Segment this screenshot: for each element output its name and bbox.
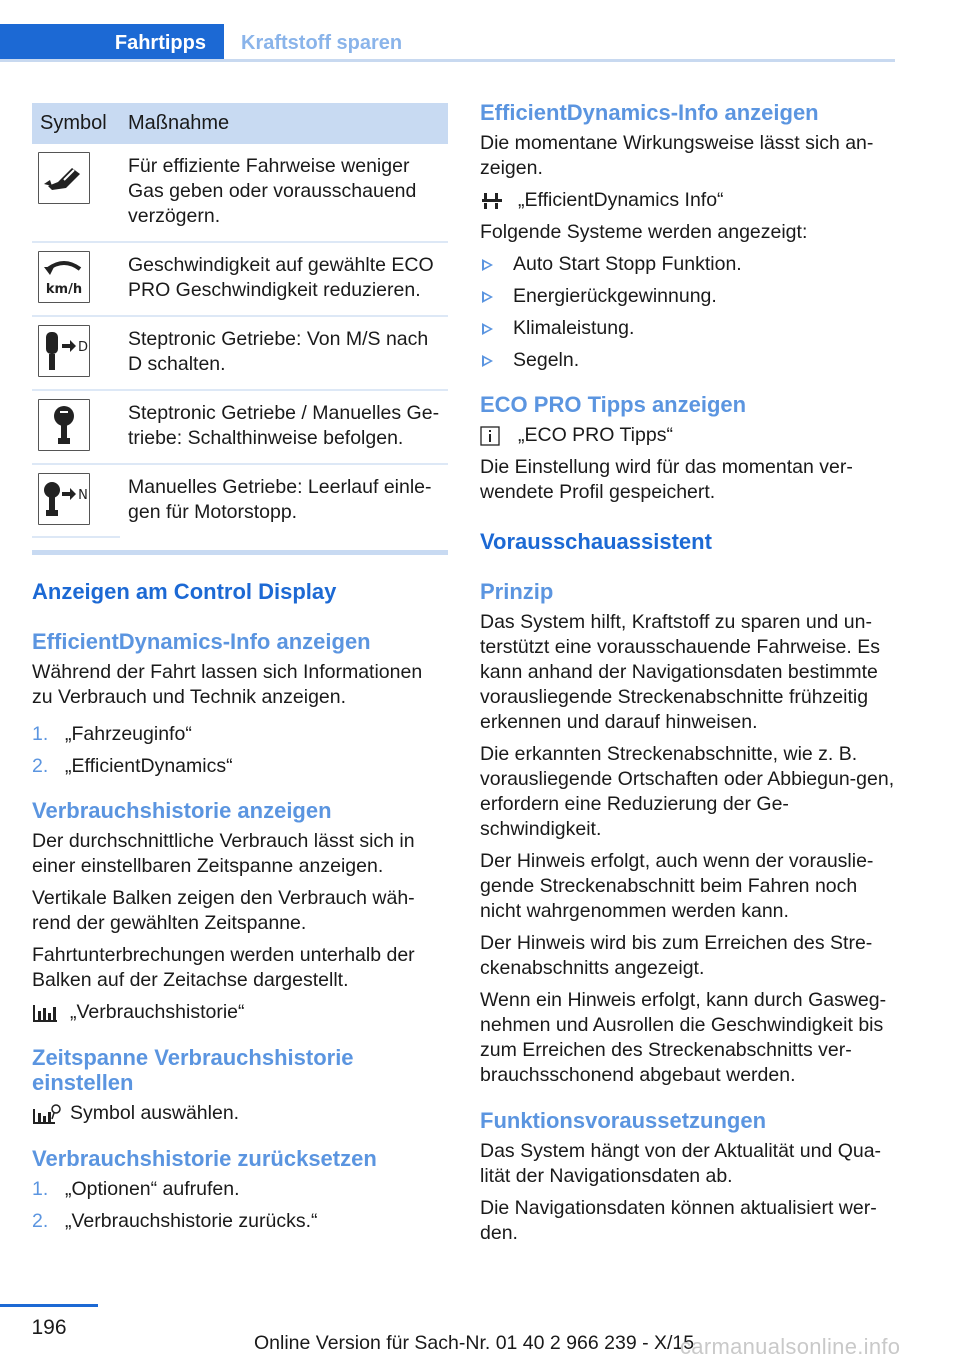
gear-lever-d-icon	[38, 325, 90, 377]
systems-list	[480, 252, 896, 373]
svg-text:D: D	[77, 340, 88, 355]
triangle-bullet-icon	[482, 355, 493, 367]
chapter-tab-fahrtipps: Fahrtipps	[0, 24, 224, 62]
header-divider	[0, 59, 895, 62]
heading-control-display: Anzeigen am Control Display	[32, 579, 337, 604]
table-row	[32, 242, 448, 316]
col-header-symbol: Symbol	[32, 103, 120, 144]
list-item: Auto Start Stopp Funktion.	[480, 252, 896, 277]
right-column	[480, 100, 896, 1246]
heading-principle: Prinzip	[480, 579, 554, 604]
page-number: 196	[31, 1316, 67, 1339]
menu-ed-info: „EfficientDynamics Info“	[480, 188, 896, 213]
paragraph-principle-1: Das System hilft, Kraftstoff zu sparen und un‐terstützt eine vorausschauende Fahrweise. Es kann anhand der Navigationsdaten bestimmte vorausliegende Streckenabschnitte frühzeitig erkennen und darauf hinweisen.	[480, 611, 880, 733]
watermark: carmanualsonline.info	[680, 1334, 901, 1359]
table-cell-measure: Steptronic Getriebe: Von M/S nach D schalten.	[120, 316, 448, 390]
heading-history: Verbrauchshistorie anzeigen	[32, 798, 332, 823]
heading-assistant: Vorausschauassistent	[480, 529, 712, 554]
list-item: 2. „Verbrauchshistorie zurücks.“	[32, 1210, 318, 1232]
svg-text:km/h: km/h	[45, 282, 83, 297]
paragraph-req-1: Das System hängt von der Aktualität und Qua‐lität der Navigationsdaten ab.	[480, 1140, 882, 1187]
triangle-bullet-icon	[482, 323, 493, 335]
heading-tips: ECO PRO Tipps anzeigen	[480, 392, 747, 417]
page-header	[0, 0, 960, 62]
table-row	[32, 144, 448, 242]
table-cell-measure: Steptronic Getriebe / Manuelles Ge‐triebe: Schalthinweise befolgen.	[120, 390, 448, 464]
table-cell-measure: Manuelles Getriebe: Leerlauf einle‐gen für Motorstopp.	[128, 476, 432, 523]
gas-pedal-icon	[38, 152, 90, 204]
section-tab-kraftstoff-sparen: Kraftstoff sparen	[241, 31, 403, 54]
paragraph-history-1: Der durchschnittliche Verbrauch lässt sich in einer einstellbaren Zeitspanne anzeigen.	[32, 830, 415, 877]
paragraph-principle-4: Der Hinweis wird bis zum Erreichen des Stre‐ckenabschnitts angezeigt.	[480, 932, 873, 979]
car-energy-icon	[480, 190, 510, 212]
bar-chart-icon	[32, 1002, 62, 1024]
list-item: 1. „Optionen“ aufrufen.	[32, 1178, 240, 1200]
paragraph-req-2: Die Navigationsdaten können aktualisiert wer‐den.	[480, 1197, 877, 1244]
paragraph-history-2: Vertikale Balken zeigen den Verbrauch wäh‐rend der gewählten Zeitspanne.	[32, 887, 415, 934]
speed-reduce-icon	[38, 251, 90, 303]
bar-chart-select-icon	[32, 1103, 62, 1125]
table-row	[32, 316, 448, 390]
table-row	[32, 390, 448, 464]
table-cell-measure: Geschwindigkeit auf gewählte ECO PRO Geschwindigkeit reduzieren.	[120, 242, 448, 316]
menu-tips: „ECO PRO Tipps“	[480, 423, 896, 448]
menu-history: „Verbrauchshistorie“	[32, 1000, 448, 1025]
paragraph-history-3: Fahrtunterbrechungen werden unterhalb der Balken auf der Zeitachse dargestellt.	[32, 944, 415, 991]
svg-text:N: N	[78, 488, 88, 503]
heading-ed-info-left: EfficientDynamics-Info anzeigen	[32, 629, 371, 654]
list-item: 2. „EfficientDynamics“	[32, 755, 233, 777]
gear-lever-n-icon	[38, 473, 90, 525]
symbol-table	[32, 103, 448, 538]
list-item: Segeln.	[480, 348, 896, 373]
menu-timespan: Symbol auswählen.	[32, 1101, 448, 1126]
online-version-note: Online Version für Sach-Nr. 01 40 2 966 239 - X/15	[254, 1332, 695, 1354]
paragraph-principle-5: Wenn ein Hinweis erfolgt, kann durch Gasweg‐nehmen und Ausrollen die Geschwindigkeit bis zum Erreichen des Streckenabschnitts ver‐brauchsschonend abgebaut werden.	[480, 989, 887, 1086]
paragraph-ed-info: Während der Fahrt lassen sich Informationen zu Verbrauch und Technik anzeigen.	[32, 661, 423, 708]
paragraph-ed-info-right: Die momentane Wirkungsweise lässt sich an‐zeigen.	[480, 132, 874, 179]
gear-lever-icon	[38, 399, 90, 451]
col-header-measure: Maßnahme	[120, 103, 448, 144]
paragraph-tips: Die Einstellung wird für das momentan ver‐wendete Profil gespeichert.	[480, 456, 853, 503]
triangle-bullet-icon	[482, 291, 493, 303]
heading-reset: Verbrauchshistorie zurücksetzen	[32, 1146, 377, 1171]
paragraph-principle-2: Die erkannten Streckenabschnitte, wie z. B. vorausliegende Ortschaften oder Abbiegun‐gen, erfordern eine Reduzierung der Ge‐schwindigkeit.	[480, 743, 895, 840]
table-header-row	[32, 103, 448, 144]
heading-ed-info-right: EfficientDynamics-Info anzeigen	[480, 100, 819, 125]
list-item: 1. „Fahrzeuginfo“	[32, 723, 192, 745]
list-item: Energierückgewinnung.	[480, 284, 896, 309]
paragraph-systems: Folgende Systeme werden angezeigt:	[480, 221, 808, 243]
left-column	[32, 103, 448, 1241]
triangle-bullet-icon	[482, 259, 493, 271]
heading-requirements: Funktionsvoraussetzungen	[480, 1108, 767, 1133]
steps-reset	[32, 1177, 448, 1234]
page-number-rule	[0, 1304, 98, 1307]
list-item: Klimaleistung.	[480, 316, 896, 341]
paragraph-principle-3: Der Hinweis erfolgt, auch wenn der vorauslie‐gende Streckenabschnitt beim Fahren noch nicht wahrgenommen werden kann.	[480, 850, 874, 922]
steps-ed-info	[32, 722, 448, 779]
heading-timespan: Zeitspanne Verbrauchshistorie einstellen	[32, 1045, 354, 1095]
info-icon	[480, 425, 510, 447]
table-cell-measure: Für effiziente Fahrweise weniger Gas geben oder vorausschauend verzögern.	[120, 144, 448, 242]
table-row	[32, 464, 448, 537]
